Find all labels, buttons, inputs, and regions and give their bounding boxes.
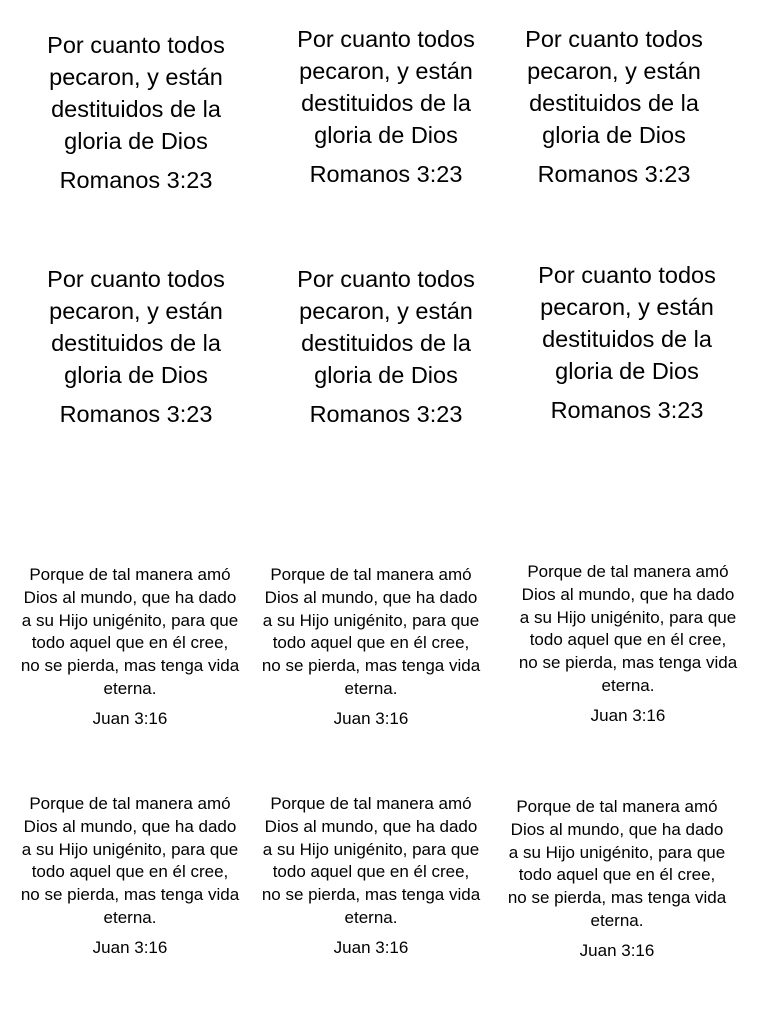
verse-reference: Juan 3:16 — [579, 940, 655, 960]
verse-text: Porque de tal manera amó Dios al mundo, que ha dado a su Hijo unigénito, para que todo aquel que en él cree, no se pierda, mas tenga vida eterna. — [20, 565, 240, 698]
verse-reference: Juan 3:16 — [333, 937, 409, 957]
verse-reference: Romanos 3:23 — [309, 161, 463, 187]
verse-text: Porque de tal manera amó Dios al mundo, que ha dado a su Hijo unigénito, para que todo aquel que en él cree, no se pierda, mas tenga vida eterna. — [261, 794, 481, 927]
verse-text: Por cuanto todos pecaron, y están destituidos de la gloria de Dios — [47, 266, 225, 388]
verse-card-juan — [518, 561, 738, 727]
verse-card-romanos — [271, 263, 501, 429]
verse-text: Por cuanto todos pecaron, y están destituidos de la gloria de Dios — [297, 26, 475, 148]
verse-text: Por cuanto todos pecaron, y están destituidos de la gloria de Dios — [538, 262, 716, 384]
verse-reference: Romanos 3:23 — [59, 401, 213, 427]
verse-reference: Juan 3:16 — [590, 705, 666, 725]
verse-card-romanos — [512, 259, 742, 425]
verse-reference: Romanos 3:23 — [537, 161, 691, 187]
verse-card-romanos — [21, 263, 251, 429]
verse-text: Por cuanto todos pecaron, y están destituidos de la gloria de Dios — [297, 266, 475, 388]
verse-text: Por cuanto todos pecaron, y están destituidos de la gloria de Dios — [525, 26, 703, 148]
verse-card-juan — [507, 796, 727, 962]
verse-card-juan — [20, 793, 240, 959]
verse-reference: Romanos 3:23 — [59, 167, 213, 193]
verse-reference: Romanos 3:23 — [550, 397, 704, 423]
verse-card-romanos — [21, 29, 251, 195]
verse-text: Porque de tal manera amó Dios al mundo, que ha dado a su Hijo unigénito, para que todo aquel que en él cree, no se pierda, mas tenga vida eterna. — [518, 562, 738, 695]
verse-card-romanos — [499, 23, 729, 189]
verse-text: Porque de tal manera amó Dios al mundo, que ha dado a su Hijo unigénito, para que todo aquel que en él cree, no se pierda, mas tenga vida eterna. — [507, 797, 727, 930]
verse-card-juan — [20, 564, 240, 730]
verse-text: Porque de tal manera amó Dios al mundo, que ha dado a su Hijo unigénito, para que todo aquel que en él cree, no se pierda, mas tenga vida eterna. — [20, 794, 240, 927]
verse-reference: Juan 3:16 — [333, 708, 409, 728]
verse-card-juan — [261, 564, 481, 730]
verse-card-romanos — [271, 23, 501, 189]
verse-reference: Romanos 3:23 — [309, 401, 463, 427]
verse-text: Por cuanto todos pecaron, y están destituidos de la gloria de Dios — [47, 32, 225, 154]
verse-reference: Juan 3:16 — [92, 708, 168, 728]
verse-card-juan — [261, 793, 481, 959]
verse-reference: Juan 3:16 — [92, 937, 168, 957]
verse-text: Porque de tal manera amó Dios al mundo, que ha dado a su Hijo unigénito, para que todo aquel que en él cree, no se pierda, mas tenga vida eterna. — [261, 565, 481, 698]
